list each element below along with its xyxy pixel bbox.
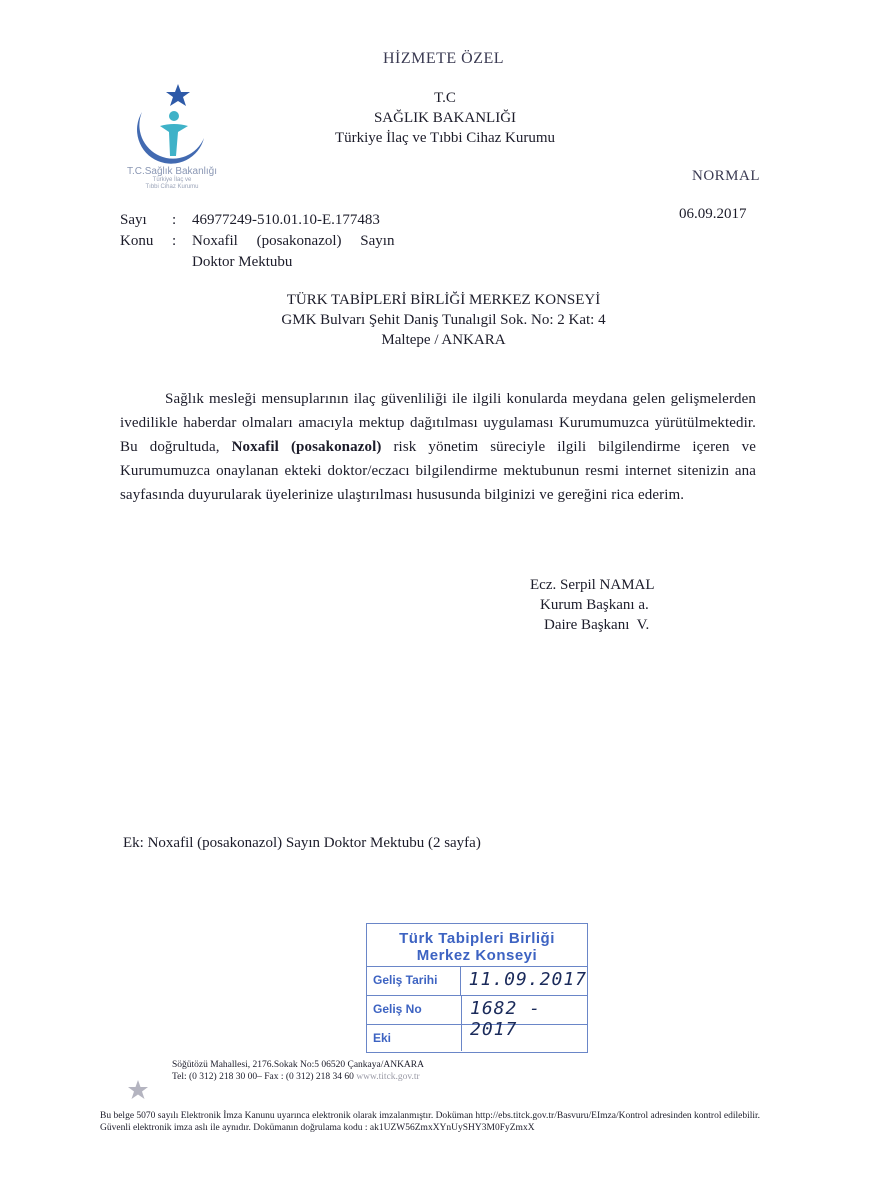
urgency-label: NORMAL bbox=[692, 168, 761, 184]
star-icon bbox=[127, 1079, 149, 1101]
stamp-attachment-label: Eki bbox=[367, 1025, 462, 1051]
body-text-part1: Sağlık mesleği mensuplarının ilaç güvenliliği ile ilgili konularda meydana gelen gelişmelerden ivedilikle haberdar olmaları amacıyla mektup dağıtılması uygulaması Kurumumuzca yürütülmektedir. Bu doğrultuda, bbox=[120, 391, 756, 455]
letterhead-agency: Türkiye İlaç ve Tıbbi Cihaz Kurumu bbox=[334, 130, 556, 146]
logo-caption-sub2: Tıbbi Cihaz Kurumu bbox=[145, 184, 199, 190]
body-text-drug-name: Noxafil (posakonazol) bbox=[231, 439, 382, 455]
logo-caption-sub1: Türkiye İlaç ve bbox=[152, 177, 192, 183]
stamp-org-line1: Türk Tabipleri Birliği bbox=[399, 930, 555, 947]
number-value: 46977249-510.01.10-E.177483 bbox=[192, 212, 380, 228]
letterhead bbox=[300, 88, 590, 148]
footer-phone-row bbox=[172, 1071, 424, 1083]
subject-value-line2: Doktor Mektubu bbox=[192, 254, 293, 270]
recipient-city: Maltepe / ANKARA bbox=[381, 332, 506, 348]
stamp-date-value: 11.09.2017 bbox=[468, 969, 587, 990]
stamp-row-date bbox=[367, 967, 587, 996]
stamp-date-label: Geliş Tarihi bbox=[367, 967, 461, 995]
number-label: Sayı bbox=[120, 212, 147, 228]
stamp-number-label: Geliş No bbox=[367, 996, 462, 1024]
receipt-stamp bbox=[366, 923, 588, 1053]
recipient-block bbox=[0, 290, 887, 350]
letter-date: 06.09.2017 bbox=[679, 206, 747, 222]
stamp-number-value: 1682 - 2017 bbox=[470, 998, 542, 1040]
signatory-title2: Daire Başkanı V. bbox=[544, 617, 650, 633]
subject-value-line1: Noxafil (posakonazol) Sayın bbox=[192, 233, 395, 249]
e-signature-note: Bu belge 5070 sayılı Elektronik İmza Kanunu uyarınca elektronik olarak imzalanmıştır. Doküman http://ebs.titck.gov.tr/Basvuru/EImza/Kontrol adresinden kontrol edilebilir. Güvenli elektronik imza aslı ile aynıdır. Dokümanın doğrulama kodu : ak1UZW56ZmxXYnUySHY3M0FyZmxX bbox=[100, 1111, 761, 1133]
recipient-name: TÜRK TABİPLERİ BİRLİĞİ MERKEZ KONSEYİ bbox=[286, 292, 601, 308]
subject-row bbox=[120, 231, 452, 252]
signature-block bbox=[530, 575, 655, 635]
letterhead-tc: T.C bbox=[434, 90, 456, 106]
number-colon: : bbox=[172, 212, 177, 228]
footer-website: www.titck.gov.tr bbox=[356, 1072, 420, 1082]
attachment-line: Ek: Noxafil (posakonazol) Sayın Doktor Mektubu (2 sayfa) bbox=[123, 835, 481, 851]
signatory-title1: Kurum Başkanı a. bbox=[540, 597, 649, 613]
subject-label: Konu bbox=[120, 233, 154, 249]
stamp-attachment-value bbox=[462, 1025, 587, 1051]
number-row bbox=[120, 210, 452, 231]
subject-colon: : bbox=[172, 233, 177, 249]
footer-phone: Tel: (0 312) 218 30 00– Fax : (0 312) 218 34 60 bbox=[172, 1072, 354, 1082]
footer-address: Söğütözü Mahallesi, 2176.Sokak No:5 06520 Çankaya/ANKARA bbox=[172, 1060, 424, 1070]
stamp-row-attachment bbox=[367, 1025, 587, 1051]
stamp-header bbox=[367, 924, 587, 967]
classification-label: HİZMETE ÖZEL bbox=[382, 50, 505, 67]
recipient-address: GMK Bulvarı Şehit Daniş Tunalıgil Sok. No: 2 Kat: 4 bbox=[281, 312, 606, 328]
logo-caption bbox=[112, 166, 232, 191]
logo-caption-title: T.C.Sağlık Bakanlığı bbox=[126, 166, 218, 177]
stamp-org-line2: Merkez Konseyi bbox=[416, 947, 538, 964]
signatory-name: Ecz. Serpil NAMAL bbox=[530, 577, 655, 593]
body-text-part2: risk yönetim süreciyle ilgili bilgilendirme içeren ve Kurumumuzca onaylanan ekteki doktor/eczacı bilgilendirme mektubunun resmi internet sitenizin ana sayfasında duyurularak üyelerinize ulaştırılması hususunda bilginizi ve gereğini rica ederim. bbox=[120, 439, 756, 503]
letter-meta bbox=[120, 210, 452, 273]
letterhead-ministry: SAĞLIK BAKANLIĞI bbox=[373, 110, 517, 126]
letter-body bbox=[120, 387, 756, 507]
footer-contact bbox=[172, 1059, 424, 1083]
